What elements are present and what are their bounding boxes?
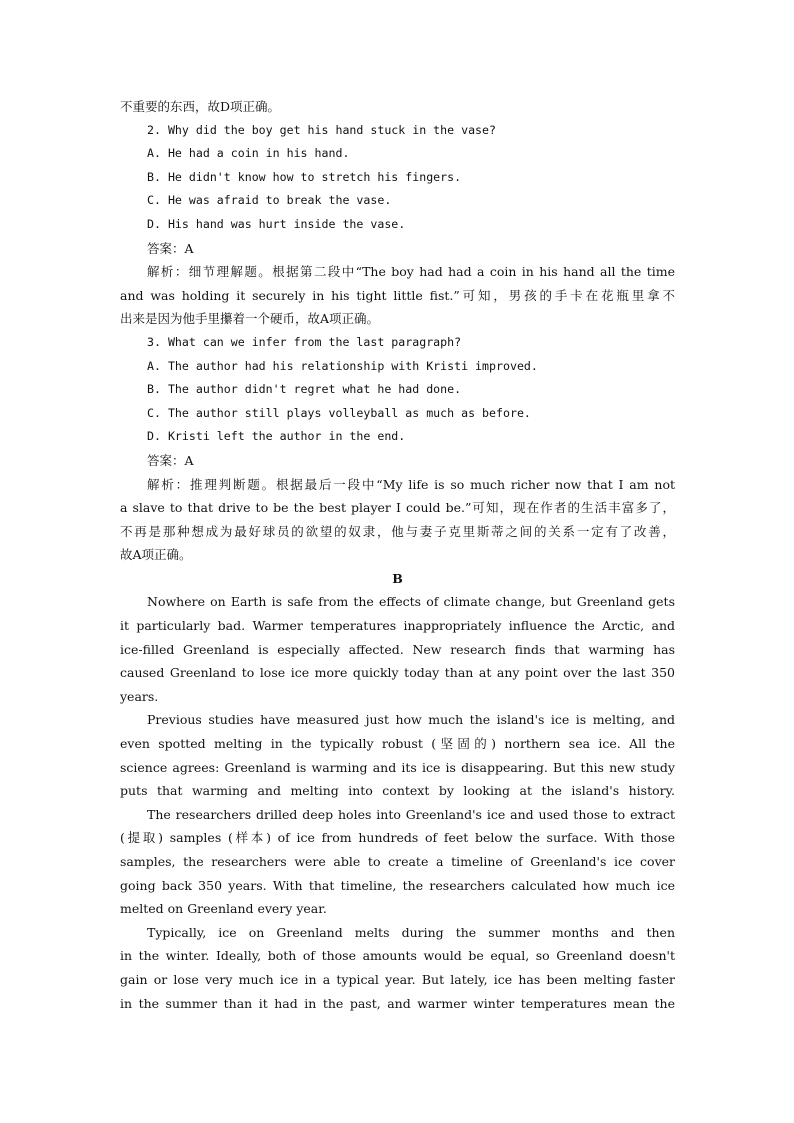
text-line: 解析：推理判断题。根据最后一段中“My life is so much richer now that I am not <box>147 476 675 492</box>
text-line: B. The author didn't regret what he had done. <box>147 382 462 397</box>
text-line: melted on Greenland every year. <box>120 901 327 917</box>
text-line: gain or lose very much ice in a typical year. But lately, ice has been melting faster <box>120 971 675 987</box>
text-line: going back 350 years. With that timeline, the researchers calculated how much ice <box>120 877 675 893</box>
text-line: even spotted melting in the typically robust (坚固的) northern sea ice. All the <box>120 736 675 752</box>
text-line: 不重要的东西，故D项正确。 <box>120 99 281 114</box>
text-line: 出来是因为他手里攥着一个硬币，故A项正确。 <box>120 311 380 327</box>
text-line: in the summer than it had in the past, and warmer winter temperatures mean the <box>120 995 675 1011</box>
text-line: caused Greenland to lose ice more quickly today than at any point over the last 350 <box>120 665 675 681</box>
text-line: in the winter. Ideally, both of those amounts would be equal, so Greenland doesn't <box>120 948 675 964</box>
text-line: 故A项正确。 <box>120 547 192 563</box>
text-line: and was holding it securely in his tight little fist.”可知，男孩的手卡在花瓶里拿不 <box>120 287 675 303</box>
text-line: a slave to that drive to be the best player I could be.”可知，现在作者的生活丰富多了， <box>120 500 675 516</box>
text-line: samples, the researchers were able to create a timeline of Greenland's ice cover <box>120 854 675 869</box>
text-line: 3. What can we infer from the last paragraph? <box>147 334 462 349</box>
document-page <box>120 95 675 1015</box>
text-line: C. He was afraid to break the vase. <box>147 193 392 208</box>
text-line: science agrees: Greenland is warming and its ice is disappearing. But this new study <box>120 759 675 775</box>
text-line: Previous studies have measured just how much the island's ice is melting, and <box>147 712 675 728</box>
text-line: it particularly bad. Warmer temperatures inappropriately influence the Arctic, and <box>120 618 675 634</box>
text-line: C. The author still plays volleyball as much as before. <box>147 405 531 420</box>
text-line: A. He had a coin in his hand. <box>147 146 350 161</box>
text-line: years. <box>120 688 159 704</box>
text-line: D. His hand was hurt inside the vase. <box>147 216 406 231</box>
text-line: B. He didn't know how to stretch his fingers. <box>147 169 462 184</box>
text-line: Typically, ice on Greenland melts during the summer months and then <box>147 924 675 940</box>
text-line: The researchers drilled deep holes into Greenland's ice and used those to extract <box>147 806 675 822</box>
text-line: 不再是那种想成为最好球员的欲望的奴隶，他与妻子克里斯蒂之间的关系一定有了改善， <box>120 523 675 539</box>
text-line: (提取) samples (样本) of ice from hundreds of feet below the surface. With those <box>120 830 675 846</box>
text-line: 答案：A <box>147 240 194 256</box>
text-line: puts that warming and melting into context by looking at the island's history. <box>120 783 675 799</box>
text-line: Nowhere on Earth is safe from the effects of climate change, but Greenland gets <box>147 594 675 610</box>
text-line: A. The author had his relationship with Kristi improved. <box>147 358 538 373</box>
text-line: 答案：A <box>147 452 194 468</box>
text-line: 解析：细节理解题。根据第二段中“The boy had had a coin in his hand all the time <box>147 264 675 280</box>
text-line: 2. Why did the boy get his hand stuck in the vase? <box>147 122 497 137</box>
text-line: ice-filled Greenland is especially affected. New research finds that warming has <box>120 641 675 657</box>
section-heading: B <box>392 570 403 586</box>
text-line: D. Kristi left the author in the end. <box>147 429 406 444</box>
